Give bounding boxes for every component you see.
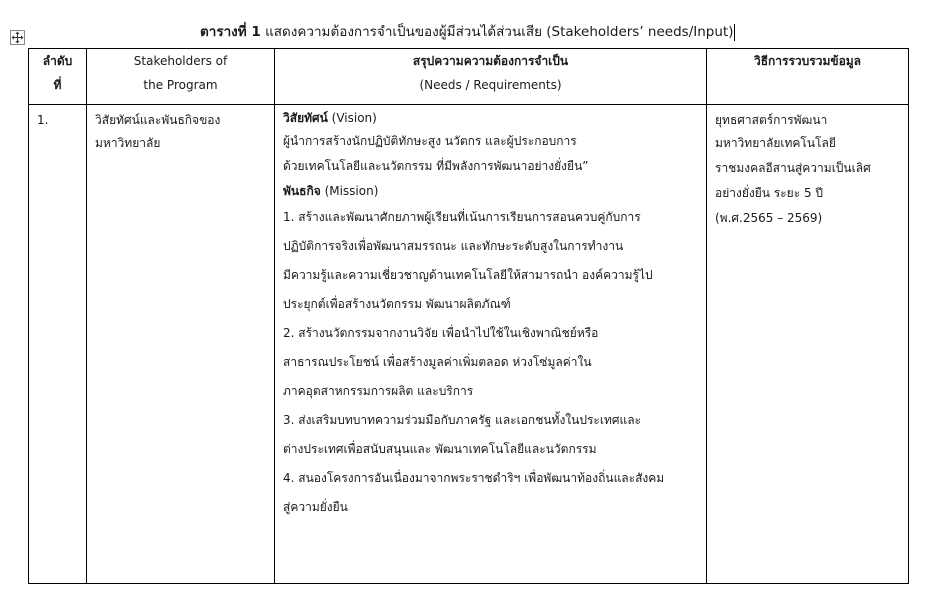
- cell-stakeholders: [87, 105, 275, 584]
- header-needs-line2: (Needs / Requirements): [419, 78, 562, 92]
- header-no-line1: ลำดับ: [42, 54, 73, 68]
- vision-title-en: (Vision): [331, 111, 377, 125]
- vision-line: ผู้นำการสร้างนักปฏิบัติทักษะสูง นวัตกร และผู้ประกอบการ: [283, 134, 577, 148]
- method-line: ราชมงคลอีสานสู่ความเป็นเลิศ: [715, 161, 871, 175]
- row-number: 1.: [37, 113, 49, 127]
- vision-heading: [283, 107, 698, 129]
- mission-line: 2. สร้างนวัตกรรมจากงานวิจัย เพื่อนำไปใช้ในเชิงพาณิชย์หรือ: [283, 326, 599, 340]
- header-stakeholders: [87, 49, 275, 105]
- table-header-row: [29, 49, 909, 105]
- caption-prefix: ตารางที่ 1: [200, 24, 261, 40]
- mission-line: 4. สนองโครงการอันเนื่องมาจากพระราชดำริฯ เพื่อพัฒนาท้องถิ่นและสังคม: [283, 471, 665, 485]
- mission-line: ประยุกต์เพื่อสร้างนวัตกรรม พัฒนาผลิตภัณฑ์: [283, 297, 511, 311]
- mission-line: มีความรู้และความเชี่ยวชาญด้านเทคโนโลยีให้สามารถนำ องค์ความรู้ไป: [283, 268, 653, 282]
- method-line: มหาวิทยาลัยเทคโนโลยี: [715, 136, 836, 150]
- header-stakeholders-line2: the Program: [143, 78, 218, 92]
- vision-line: ด้วยเทคโนโลยีและนวัตกรรม ที่มีพลังการพัฒนาอย่างยั่งยืน”: [283, 159, 589, 173]
- stakeholder-line: มหาวิทยาลัย: [95, 136, 161, 150]
- cell-method: [707, 105, 909, 584]
- header-no-line2: ที่: [53, 78, 62, 92]
- mission-heading: [283, 179, 698, 203]
- mission-line: 1. สร้างและพัฒนาศักยภาพผู้เรียนที่เน้นการเรียนการสอนควบคู่กับการ: [283, 210, 641, 224]
- table-move-handle-icon[interactable]: [10, 30, 25, 45]
- header-needs: [275, 49, 707, 105]
- header-method-text: วิธีการรวบรวมข้อมูล: [753, 54, 862, 68]
- mission-line: ปฏิบัติการจริงเพื่อพัฒนาสมรรถนะ และทักษะระดับสูงในการทำงาน: [283, 239, 624, 253]
- header-method: [707, 49, 909, 105]
- stakeholder-line: วิสัยทัศน์และพันธกิจของ: [95, 113, 221, 127]
- header-needs-line1: สรุปความความต้องการจำเป็น: [412, 54, 569, 68]
- header-no: [29, 49, 87, 105]
- text-cursor: [734, 24, 735, 41]
- table-caption: [200, 22, 735, 42]
- mission-line: 3. ส่งเสริมบทบาทความร่วมมือกับภาครัฐ และเอกชนทั้งในประเทศและ: [283, 413, 642, 427]
- cell-no: [29, 105, 87, 584]
- cell-needs: [275, 105, 707, 584]
- mission-title-en: (Mission): [324, 184, 379, 198]
- method-line: อย่างยั่งยืน ระยะ 5 ปี: [715, 186, 824, 200]
- vision-title-th: วิสัยทัศน์: [283, 111, 328, 125]
- caption-text: แสดงความต้องการจำเป็นของผู้มีส่วนได้ส่วนเสีย (Stakeholders’ needs/Input): [265, 24, 734, 40]
- mission-line: สาธารณประโยชน์ เพื่อสร้างมูลค่าเพิ่มตลอด ห่วงโซ่มูลค่าใน: [283, 355, 592, 369]
- mission-line: ต่างประเทศเพื่อสนับสนุนและ พัฒนาเทคโนโลยีและนวัตกรรม: [283, 442, 597, 456]
- method-line: ยุทธศาสตร์การพัฒนา: [715, 113, 828, 127]
- method-line: (พ.ศ.2565 – 2569): [715, 211, 823, 225]
- stakeholders-table: [28, 48, 909, 584]
- mission-line: สู่ความยั่งยืน: [283, 500, 348, 514]
- header-stakeholders-line1: Stakeholders of: [133, 54, 228, 68]
- mission-title-th: พันธกิจ: [283, 184, 321, 198]
- mission-line: ภาคอุตสาหกรรมการผลิต และบริการ: [283, 384, 474, 398]
- table-row: [29, 105, 909, 584]
